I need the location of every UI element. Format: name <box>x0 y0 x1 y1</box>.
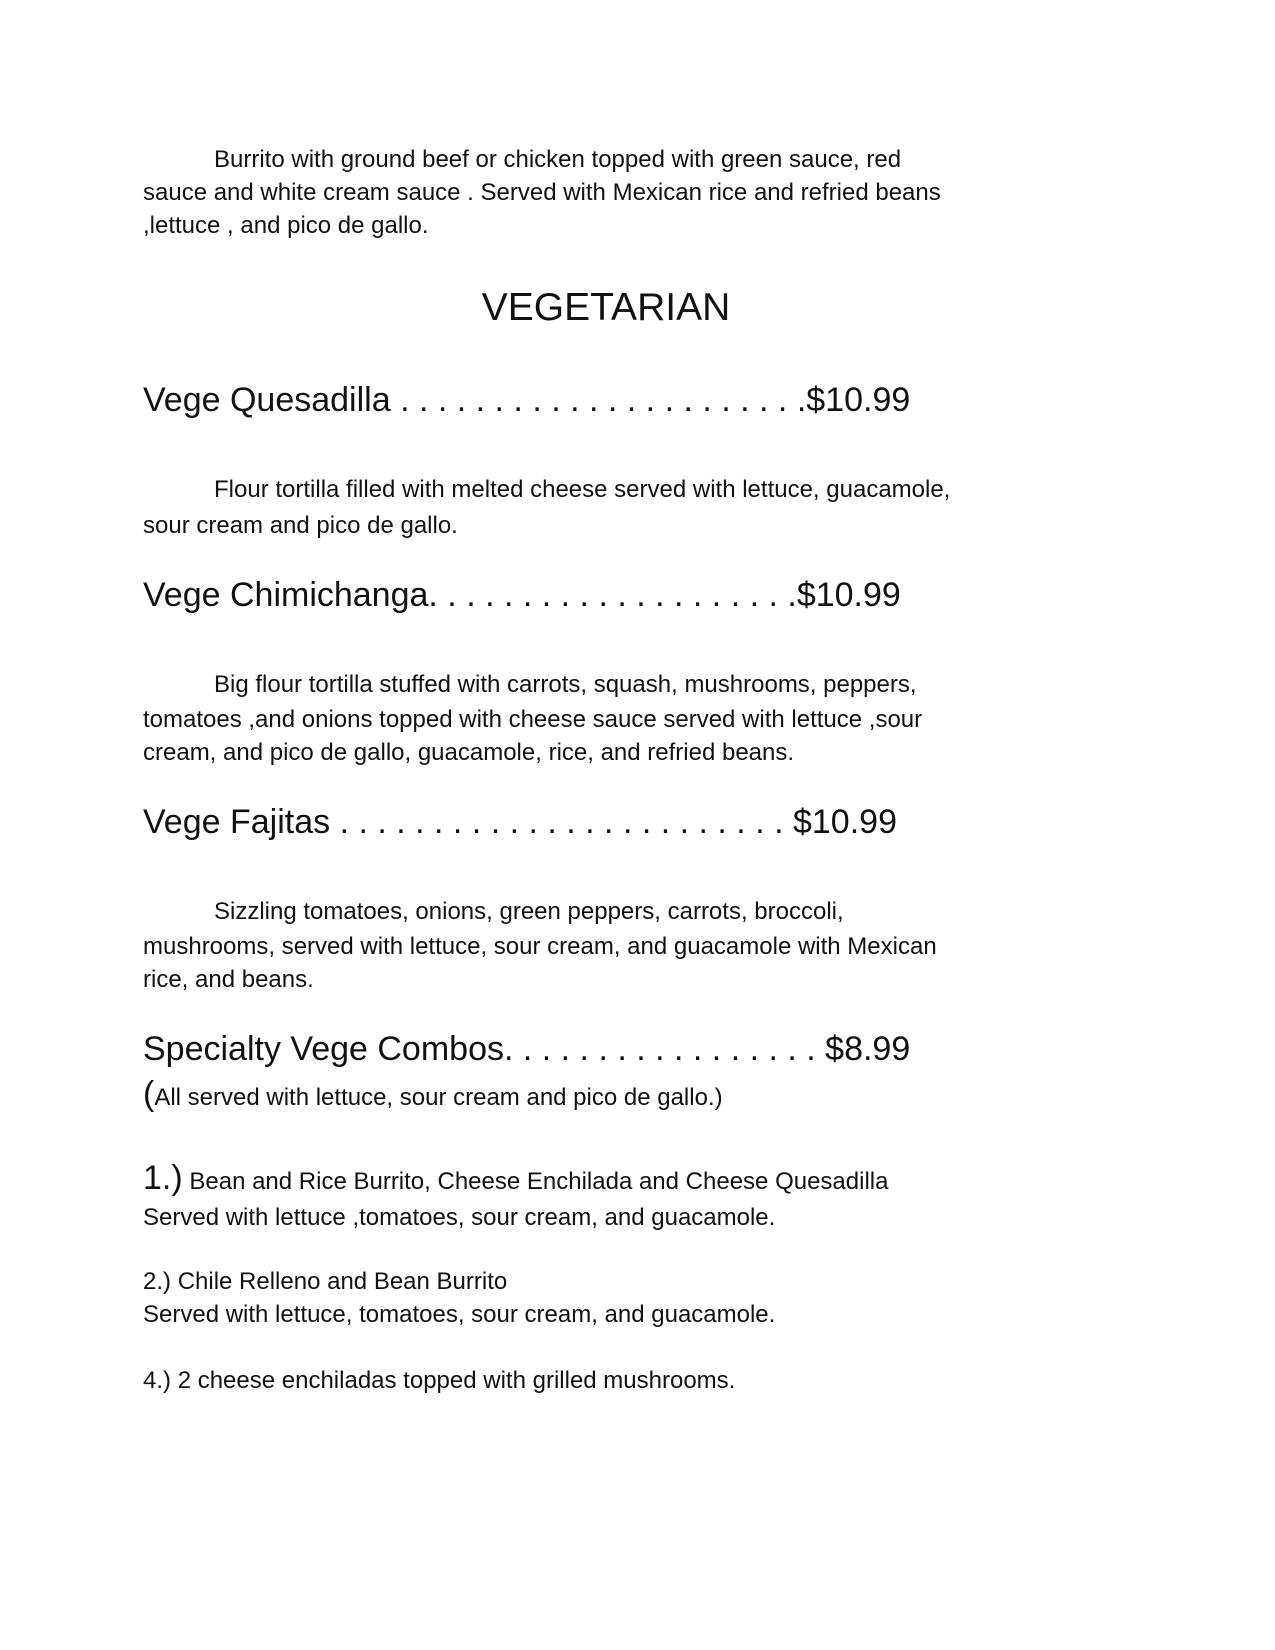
item-title: Specialty Vege Combos. . . . . . . . . . . . . . . . . $8.99 <box>143 1030 911 1068</box>
item-description: rice, and beans. <box>143 966 314 993</box>
combo-number: 2.) <box>143 1268 172 1295</box>
note-text: All served with lettuce, sour cream and pico de gallo.) <box>154 1084 723 1111</box>
item-description: mushrooms, served with lettuce, sour cream, and guacamole with Mexican <box>143 933 937 960</box>
item-title: Vege Quesadilla . . . . . . . . . . . . . . . . . . . . . .$10.99 <box>143 381 911 419</box>
item-description: Big flour tortilla stuffed with carrots, squash, mushrooms, peppers, <box>214 671 917 698</box>
section-heading: VEGETARIAN <box>481 286 731 329</box>
item-description: cream, and pico de gallo, guacamole, rice, and refried beans. <box>143 739 795 766</box>
intro-line: Burrito with ground beef or chicken topped with green sauce, red <box>214 146 902 173</box>
item-title: Vege Fajitas . . . . . . . . . . . . . . . . . . . . . . . . $10.99 <box>143 803 897 841</box>
item-title: Vege Chimichanga. . . . . . . . . . . . . . . . . . . .$10.99 <box>143 576 901 614</box>
item-description: sour cream and pico de gallo. <box>143 512 458 539</box>
item-description: Flour tortilla filled with melted cheese served with lettuce, guacamole, <box>214 476 951 503</box>
combo-name: Chile Relleno and Bean Burrito <box>177 1268 508 1295</box>
combo-served: Served with lettuce, tomatoes, sour cream, and guacamole. <box>143 1301 776 1328</box>
note-paren: ( <box>143 1075 155 1113</box>
combo-item <box>143 1159 889 1197</box>
combo-number: 4.) <box>143 1367 172 1394</box>
combo-name: 2 cheese enchiladas topped with grilled mushrooms. <box>177 1367 736 1394</box>
combo-name: Bean and Rice Burrito, Cheese Enchilada and Cheese Quesadilla <box>189 1168 889 1195</box>
intro-line: sauce and white cream sauce . Served with Mexican rice and refried beans <box>143 179 941 206</box>
combo-served: Served with lettuce ,tomatoes, sour cream, and guacamole. <box>143 1204 776 1231</box>
item-description: Sizzling tomatoes, onions, green peppers, carrots, broccoli, <box>214 898 844 925</box>
combo-number: 1.) <box>143 1159 183 1197</box>
combo-item <box>143 1268 507 1296</box>
intro-line: ,lettuce , and pico de gallo. <box>143 212 429 239</box>
combos-note <box>143 1075 723 1113</box>
item-description: tomatoes ,and onions topped with cheese sauce served with lettuce ,sour <box>143 706 923 733</box>
combo-item <box>143 1367 735 1395</box>
